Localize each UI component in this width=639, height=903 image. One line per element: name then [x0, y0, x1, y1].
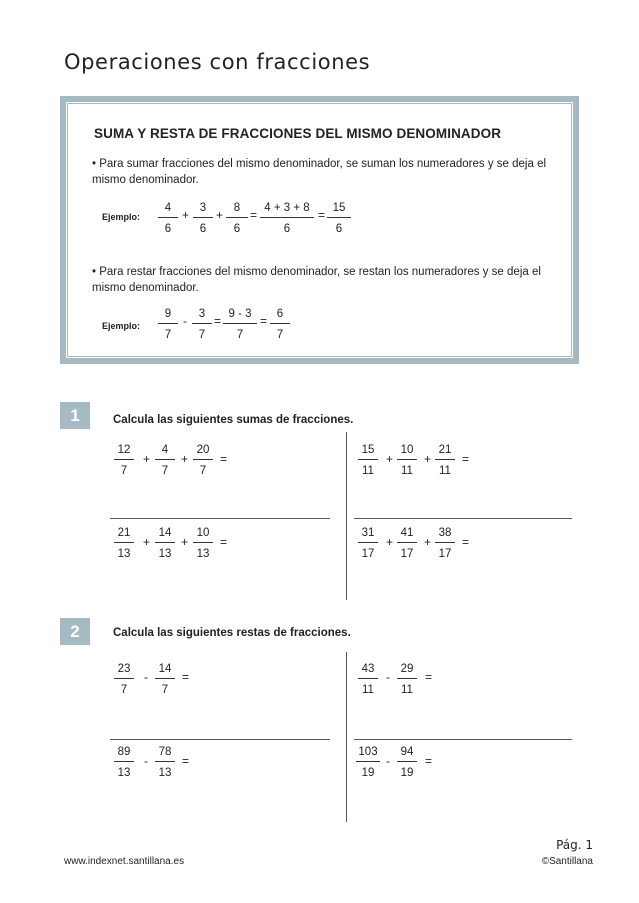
box-heading: SUMA Y RESTA DE FRACCIONES DEL MISMO DENOMINADOR — [94, 126, 502, 141]
plus-sign: + — [424, 535, 432, 549]
ex2c-fraction-2 — [155, 744, 175, 781]
example1-fraction-2 — [193, 200, 213, 237]
rule-sum: • Para sumar fracciones del mismo denominador, se suman los numeradores y se deja el mismo denominador. — [92, 158, 547, 186]
numerator: 4 — [164, 202, 172, 214]
numerator: 103 — [358, 746, 378, 758]
example2-fraction-1 — [158, 306, 178, 343]
numerator: 4 + 3 + 8 — [264, 202, 310, 214]
numerator: 9 — [164, 308, 172, 320]
numerator: 14 — [158, 527, 172, 539]
denominator: 6 — [233, 223, 241, 235]
numerator: 12 — [117, 444, 131, 456]
plus-sign: + — [182, 208, 190, 222]
column-divider — [346, 432, 347, 600]
ex1b-fraction-2 — [397, 442, 417, 479]
denominator: 13 — [117, 767, 131, 779]
plus-sign: + — [386, 452, 394, 466]
denominator: 11 — [362, 684, 374, 696]
fraction-bar — [435, 542, 455, 543]
ex1d-fraction-3 — [435, 525, 455, 562]
ex1d-fraction-2 — [397, 525, 417, 562]
info-box — [60, 96, 579, 364]
denominator: 19 — [400, 767, 414, 779]
ex2d-fraction-1 — [356, 744, 380, 781]
plus-sign: + — [424, 452, 432, 466]
ex1b-fraction-3 — [435, 442, 455, 479]
plus-sign: + — [143, 452, 151, 466]
fraction-bar — [356, 761, 380, 762]
fraction-bar — [193, 459, 213, 460]
numerator: 15 — [332, 202, 346, 214]
equals-sign: = — [462, 535, 470, 549]
ex1a-fraction-2 — [155, 442, 175, 479]
denominator: 6 — [283, 223, 291, 235]
numerator: 10 — [400, 444, 414, 456]
minus-sign: - — [386, 670, 390, 684]
exercise-2-instruction: Calcula las siguientes restas de fracciones. — [113, 627, 351, 639]
denominator: 19 — [361, 767, 375, 779]
ex1c-fraction-2 — [155, 525, 175, 562]
fraction-bar — [226, 217, 248, 218]
ex2b-fraction-1 — [358, 661, 378, 698]
footer-copyright: ©Santillana — [541, 856, 593, 867]
numerator: 41 — [400, 527, 414, 539]
exercise-1-number: 1 — [60, 402, 90, 429]
fraction-bar — [155, 678, 175, 679]
denominator: 11 — [401, 684, 413, 696]
fraction-bar — [397, 761, 417, 762]
numerator: 20 — [196, 444, 210, 456]
denominator: 6 — [199, 223, 207, 235]
denominator: 11 — [401, 465, 413, 477]
denominator: 7 — [236, 329, 244, 341]
minus-sign: - — [144, 670, 148, 684]
equals-sign: = — [214, 314, 222, 328]
denominator: 13 — [158, 767, 172, 779]
minus-sign: - — [386, 754, 390, 768]
ex2a-fraction-1 — [114, 661, 134, 698]
numerator: 38 — [438, 527, 452, 539]
denominator: 7 — [199, 465, 207, 477]
ex1a-fraction-1 — [114, 442, 134, 479]
fraction-bar — [193, 542, 213, 543]
fraction-bar — [358, 459, 378, 460]
minus-sign: - — [144, 754, 148, 768]
numerator: 21 — [117, 527, 131, 539]
denominator: 7 — [120, 465, 128, 477]
denominator: 11 — [362, 465, 374, 477]
denominator: 17 — [438, 548, 452, 560]
fraction-bar — [358, 542, 378, 543]
example1-fraction-1 — [158, 200, 178, 237]
rule-subtract: • Para restar fracciones del mismo denominador, se restan los numeradores y se deja el mismo denominador. — [92, 266, 541, 294]
numerator: 3 — [198, 308, 206, 320]
equals-sign: = — [182, 670, 190, 684]
example2-fraction-4 — [270, 306, 290, 343]
denominator: 6 — [164, 223, 172, 235]
fraction-bar — [158, 323, 178, 324]
plus-sign: + — [386, 535, 394, 549]
example2-fraction-3 — [223, 306, 257, 343]
fraction-bar — [192, 323, 212, 324]
denominator: 13 — [196, 548, 210, 560]
numerator: 78 — [158, 746, 172, 758]
numerator: 6 — [276, 308, 284, 320]
plus-sign: + — [181, 452, 189, 466]
ex1b-fraction-1 — [358, 442, 378, 479]
equals-sign: = — [182, 754, 190, 768]
page-number: Pág. 1 — [556, 838, 593, 852]
denominator: 11 — [439, 465, 451, 477]
ex2b-fraction-2 — [397, 661, 417, 698]
exercise-2-number: 2 — [60, 618, 90, 645]
denominator: 17 — [400, 548, 414, 560]
equals-sign: = — [220, 535, 228, 549]
info-box-inner — [67, 103, 572, 357]
row-divider-left — [110, 518, 330, 519]
example2-fraction-2 — [192, 306, 212, 343]
ex2a-fraction-2 — [155, 661, 175, 698]
ex1c-fraction-1 — [114, 525, 134, 562]
fraction-bar — [270, 323, 290, 324]
fraction-bar — [397, 542, 417, 543]
numerator: 94 — [400, 746, 414, 758]
example-label-2: Ejemplo: — [102, 321, 141, 331]
numerator: 3 — [199, 202, 207, 214]
denominator: 7 — [198, 329, 206, 341]
fraction-bar — [114, 761, 134, 762]
numerator: 89 — [117, 746, 131, 758]
fraction-bar — [158, 217, 178, 218]
numerator: 10 — [196, 527, 210, 539]
denominator: 17 — [361, 548, 375, 560]
plus-sign: + — [143, 535, 151, 549]
fraction-bar — [114, 459, 134, 460]
footer-url[interactable]: www.indexnet.santillana.es — [64, 856, 185, 867]
numerator: 8 — [233, 202, 241, 214]
denominator: 7 — [276, 329, 284, 341]
equals-sign: = — [425, 754, 433, 768]
fraction-bar — [327, 217, 351, 218]
page-title: Operaciones con fracciones — [64, 50, 371, 74]
fraction-bar — [114, 542, 134, 543]
row-divider-right — [354, 739, 572, 740]
denominator: 13 — [158, 548, 172, 560]
denominator: 7 — [164, 329, 172, 341]
row-divider-left — [110, 739, 330, 740]
numerator: 43 — [361, 663, 375, 675]
example1-fraction-4 — [260, 200, 314, 237]
numerator: 21 — [438, 444, 452, 456]
fraction-bar — [397, 459, 417, 460]
equals-sign: = — [318, 208, 326, 222]
fraction-bar — [435, 459, 455, 460]
denominator: 7 — [120, 684, 128, 696]
exercise-1-instruction: Calcula las siguientes sumas de fracciones. — [113, 414, 354, 426]
equals-sign: = — [425, 670, 433, 684]
equals-sign: = — [220, 452, 228, 466]
fraction-bar — [193, 217, 213, 218]
example1-fraction-3 — [226, 200, 248, 237]
plus-sign: + — [216, 208, 224, 222]
example-label-1: Ejemplo: — [102, 212, 141, 222]
ex2c-fraction-1 — [114, 744, 134, 781]
fraction-bar — [155, 459, 175, 460]
numerator: 29 — [400, 663, 414, 675]
ex1d-fraction-1 — [358, 525, 378, 562]
ex1c-fraction-3 — [193, 525, 213, 562]
fraction-bar — [358, 678, 378, 679]
denominator: 13 — [117, 548, 131, 560]
numerator: 14 — [158, 663, 172, 675]
numerator: 4 — [161, 444, 169, 456]
numerator: 31 — [361, 527, 375, 539]
minus-sign: - — [183, 314, 187, 328]
fraction-bar — [155, 761, 175, 762]
equals-sign: = — [260, 314, 268, 328]
fraction-bar — [397, 678, 417, 679]
ex2d-fraction-2 — [397, 744, 417, 781]
row-divider-right — [354, 518, 572, 519]
plus-sign: + — [181, 535, 189, 549]
numerator: 23 — [117, 663, 131, 675]
numerator: 9 - 3 — [228, 308, 252, 320]
fraction-bar — [155, 542, 175, 543]
fraction-bar — [223, 323, 257, 324]
fraction-bar — [114, 678, 134, 679]
denominator: 7 — [161, 465, 169, 477]
fraction-bar — [260, 217, 314, 218]
example1-fraction-5 — [327, 200, 351, 237]
denominator: 6 — [335, 223, 343, 235]
equals-sign: = — [250, 208, 258, 222]
equals-sign: = — [462, 452, 470, 466]
denominator: 7 — [161, 684, 169, 696]
column-divider — [346, 652, 347, 822]
ex1a-fraction-3 — [193, 442, 213, 479]
numerator: 15 — [361, 444, 375, 456]
